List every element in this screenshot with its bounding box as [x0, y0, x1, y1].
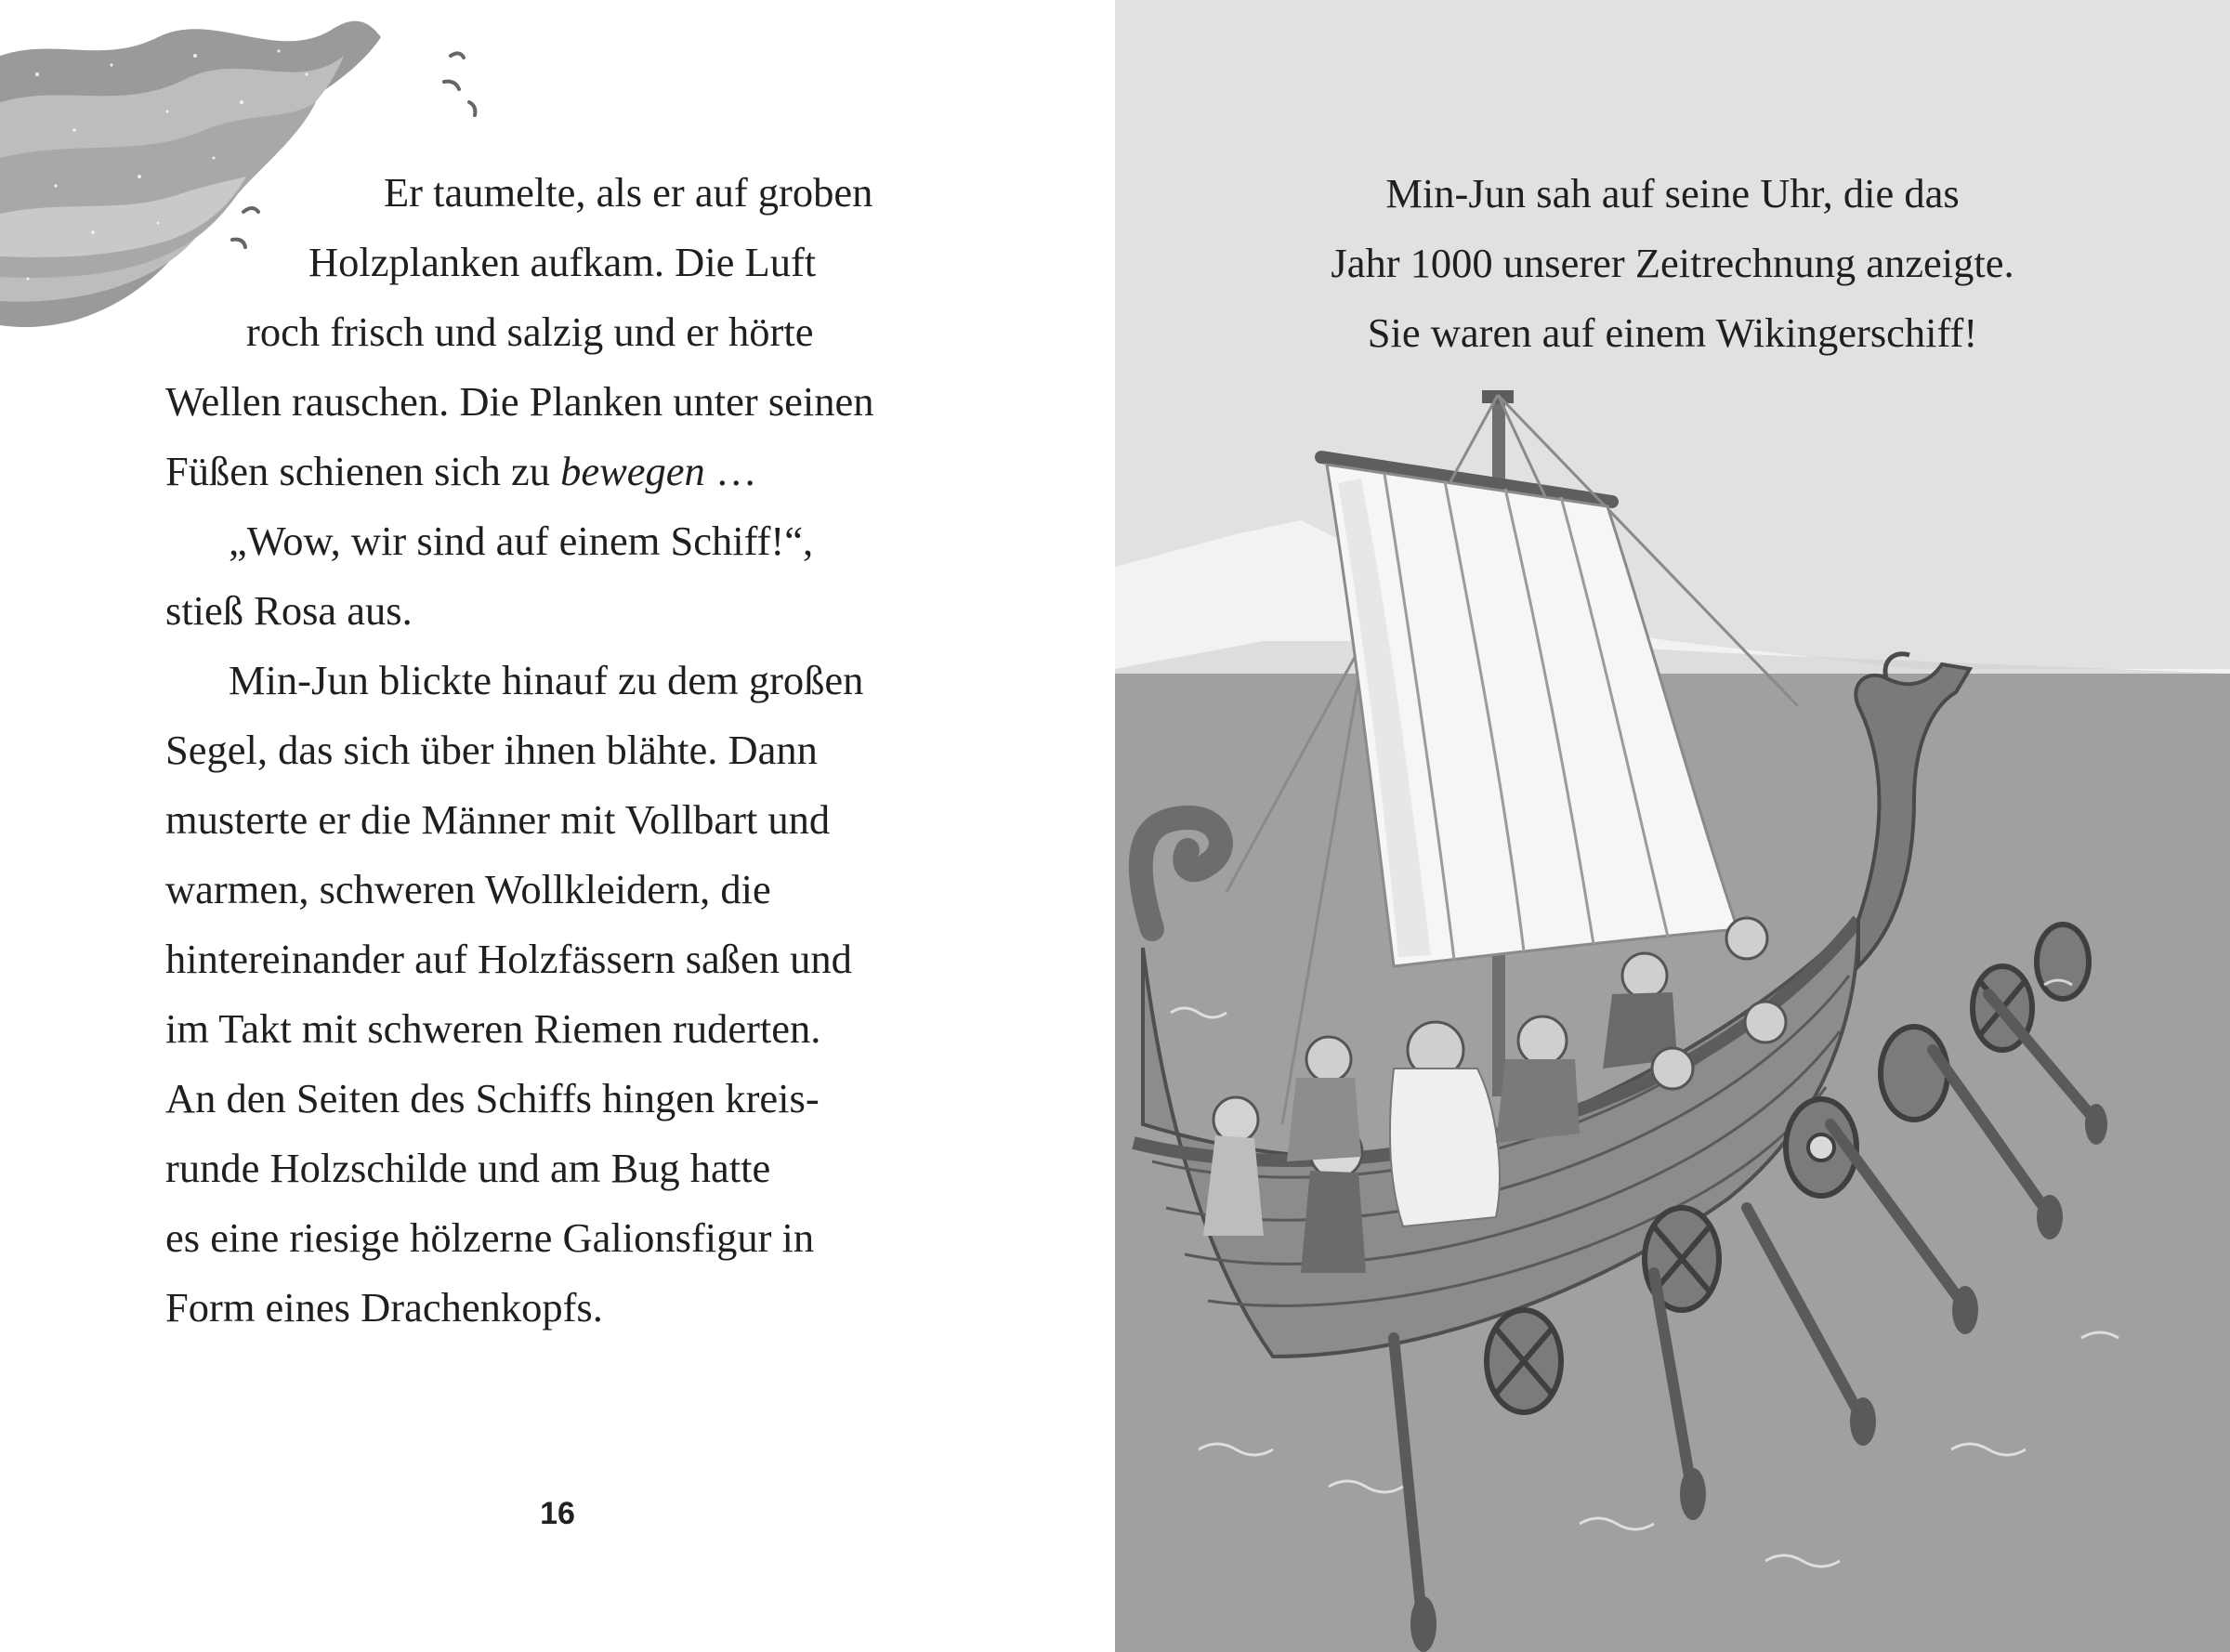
text-line: Jahr 1000 unserer Zeitrechnung anzeigte.: [1331, 240, 2014, 286]
right-page-text: [1115, 0, 2230, 372]
text-line: [165, 441, 756, 501]
text-line: runde Holzschilde und am Bug hatte: [165, 1145, 771, 1191]
text-line: Holzplanken aufkam. Die Luft: [308, 239, 817, 285]
text-line: stieß Rosa aus.: [165, 587, 413, 634]
text-line: hintereinander auf Holzfässern saßen und: [165, 936, 852, 982]
text-line: Min-Jun sah auf seine Uhr, die das: [1385, 170, 1960, 216]
text-line: Min-Jun blickte hinauf zu dem großen: [229, 657, 864, 703]
text-line: Form eines Drachenkopfs.: [165, 1284, 603, 1331]
text-line: roch frisch und salzig und er hörte: [246, 308, 814, 355]
right-page: [1115, 0, 2230, 1652]
ellipsis: …: [704, 448, 757, 494]
text-line: Segel, das sich über ihnen blähte. Dann: [165, 727, 818, 773]
italic-word: bewegen: [560, 448, 705, 494]
text-line: „Wow, wir sind auf einem Schiff!“,: [229, 518, 814, 564]
text-line: Sie waren auf einem Wikingerschiff!: [1367, 309, 1978, 356]
text-line: im Takt mit schweren Riemen ruderten.: [165, 1005, 821, 1052]
text-line: warmen, schweren Wollkleidern, die: [165, 866, 771, 912]
text-line: Er taumelte, als er auf groben: [384, 169, 873, 216]
text-line: es eine riesige hölzerne Galionsfigur in: [165, 1214, 815, 1261]
text-run: Füßen schienen sich zu: [165, 448, 561, 494]
text-line: An den Seiten des Schiffs hingen kreis-: [165, 1075, 820, 1121]
text-line: musterte er die Männer mit Vollbart und: [165, 796, 831, 843]
page-number: 16: [540, 1496, 575, 1531]
text-line: Wellen rauschen. Die Planken unter seinen: [165, 378, 874, 425]
